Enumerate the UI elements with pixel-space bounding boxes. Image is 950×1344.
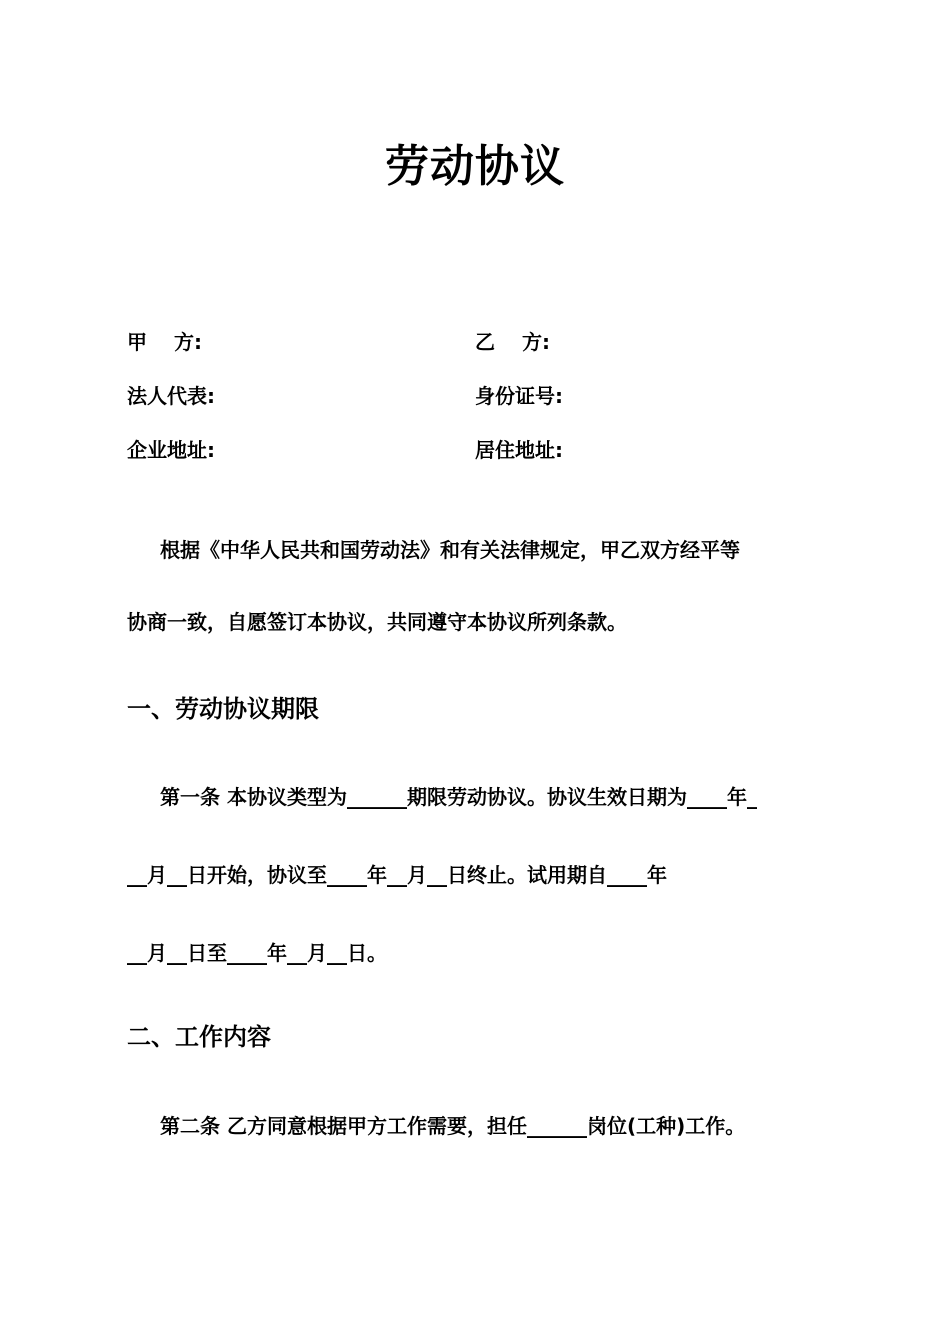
- home-address-label: 居住地址:: [475, 438, 563, 462]
- section-1-line-3: __月__日至____年__月__日。: [127, 941, 387, 965]
- intro-line-1: 根据《中华人民共和国劳动法》和有关法律规定，甲乙双方经平等: [160, 538, 740, 562]
- intro-line-2: 协商一致，自愿签订本协议，共同遵守本协议所列条款。: [127, 610, 627, 634]
- id-number-label: 身份证号:: [475, 384, 563, 408]
- document-title: 劳动协议: [385, 141, 565, 192]
- section-2-heading: 二、工作内容: [127, 1023, 271, 1051]
- section-1-heading: 一、劳动协议期限: [127, 695, 319, 723]
- section-1-line-1: 第一条 本协议类型为______期限劳动协议。协议生效日期为____年_: [160, 785, 757, 809]
- company-address-label: 企业地址:: [127, 438, 215, 462]
- section-2-line-1: 第二条 乙方同意根据甲方工作需要，担任______岗位(工种)工作。: [160, 1114, 746, 1138]
- legal-rep-label: 法人代表:: [127, 384, 215, 408]
- section-1-line-2: __月__日开始，协议至____年__月__日终止。试用期自____年: [127, 863, 667, 887]
- party-b-label: 乙 方:: [475, 330, 550, 354]
- party-a-label: 甲 方:: [127, 330, 202, 354]
